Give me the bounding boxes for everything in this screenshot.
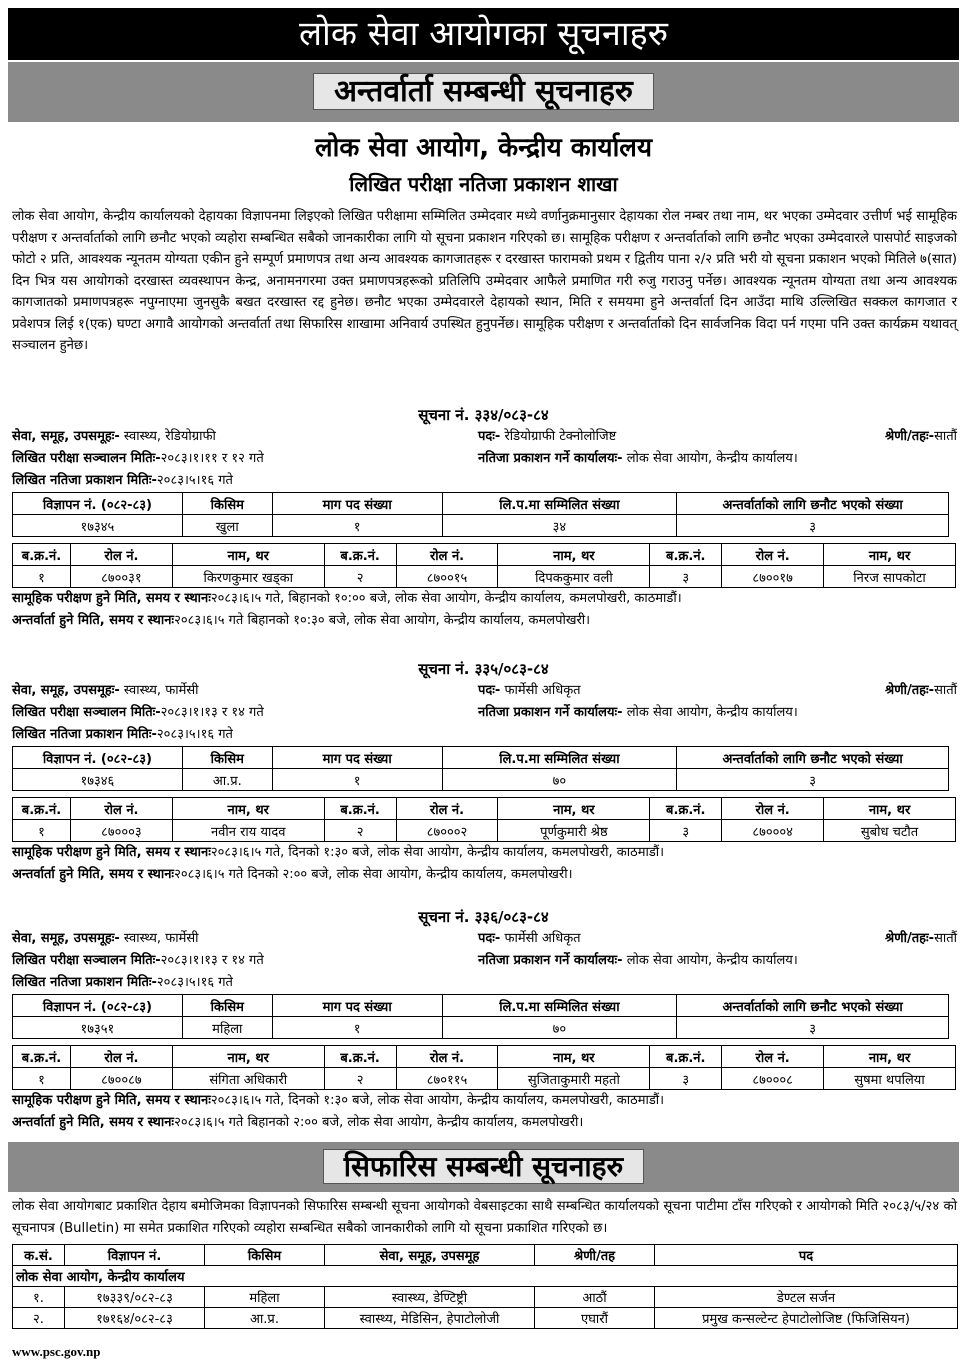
post-value: फार्मेसी अधिकृत — [504, 683, 581, 698]
col-header: ब.क्र.नं. — [650, 1046, 722, 1068]
main-banner: लोक सेवा आयोगका सूचनाहरु — [8, 8, 959, 60]
exam-date-info — [12, 448, 264, 470]
result-date-value: २०८३।५।१६ गते — [156, 473, 233, 488]
table-header-row — [13, 1046, 956, 1068]
result-date-info — [12, 724, 233, 746]
group-test-value: २०८३।६।५ गते, दिनको १:३० बजे, लोक सेवा आयोग, केन्द्रीय कार्यालय, कमलपोखरी, काठमाडौं। — [210, 845, 665, 860]
table-cell: ८७०११५ — [396, 1068, 498, 1090]
col-header: नाम, थर — [172, 1046, 324, 1068]
post-label: पदः- — [478, 931, 501, 946]
recommendation-paragraph: लोक सेवा आयोगबाट प्रकाशित देहाय बमोजिमका विज्ञापनको सिफारिस सम्बन्धी सूचना आयोगको वेबसाइटका साथै सम्बन्धित कार्यालयको सूचना पाटीमा टाँस गरिएको र आयोगको मिति २०८३/५/२४ को सूचनापत्र (Bulletin) मा समेत प्रकाशित गरिएको व्यहोरा सम्बन्धित सबैको जानकारीको लागि यो सूचना प्रकाशित गरिएको छ। — [12, 1199, 957, 1236]
post-label: पदः- — [478, 429, 501, 444]
table-cell: खुला — [182, 515, 272, 537]
service-value: स्वास्थ्य, फार्मेसी — [123, 683, 199, 698]
result-date-info — [12, 470, 233, 492]
col-header: विज्ञापन नं. (०८२-८३) — [13, 747, 183, 769]
post-info — [478, 426, 616, 448]
col-header: रोल नं. — [396, 1046, 498, 1068]
col-header: ब.क्र.नं. — [13, 544, 71, 566]
notice-info-row — [0, 448, 967, 470]
col-header: विज्ञापन नं. (०८२-८३) — [13, 995, 183, 1017]
website-link[interactable]: www.psc.gov.np — [12, 1344, 101, 1359]
exam-date-value: २०८३।१।१३ र १४ गते — [160, 953, 264, 968]
table-cell: सुबोध चटौत — [824, 820, 956, 842]
col-header: ब.क्र.नं. — [324, 798, 396, 820]
col-header: लि.प.मा सम्मिलित संख्या — [442, 747, 677, 769]
group-test-line — [0, 1090, 967, 1112]
col-header: रोल नं. — [396, 798, 498, 820]
service-info — [12, 426, 216, 448]
table-cell: ८७०००२ — [396, 820, 498, 842]
table-cell: १७३४६ — [13, 769, 183, 791]
table-header-row — [13, 1245, 958, 1266]
col-header: अन्तर्वार्ताको लागि छनौट भएको संख्या — [677, 747, 949, 769]
group-test-label: सामूहिक परीक्षण हुने मिति, समय र स्थानः — [12, 1093, 211, 1108]
col-header: अन्तर्वार्ताको लागि छनौट भएको संख्या — [677, 493, 949, 515]
table-cell: महिला — [182, 1017, 272, 1039]
level-label: श्रेणी/तहः- — [885, 683, 935, 698]
result-date-label: लिखित नतिजा प्रकाशन मितिः- — [12, 975, 157, 990]
col-header: नाम, थर — [172, 798, 324, 820]
notice-number: सूचना नं. ३३६/०८३-८४ — [418, 908, 549, 926]
advertisement-table — [12, 492, 949, 537]
col-header: ब.क्र.नं. — [13, 798, 71, 820]
col-header: नाम, थर — [498, 1046, 650, 1068]
table-header-row — [13, 747, 949, 769]
table-cell: ८७००८७ — [70, 1068, 172, 1090]
col-header: अन्तर्वार्ताको लागि छनौट भएको संख्या — [677, 995, 949, 1017]
col-header: माग पद संख्या — [272, 995, 442, 1017]
interview-value: २०८३।६।५ गते दिनको २:०० बजे, लोक सेवा आयोग, केन्द्रीय कार्यालय, कमलपोखरी। — [174, 867, 573, 882]
table-row — [13, 820, 956, 842]
result-office-label: नतिजा प्रकाशन गर्ने कार्यालयः- — [478, 705, 623, 720]
group-test-label: सामूहिक परीक्षण हुने मिति, समय र स्थानः — [12, 845, 211, 860]
interview-line — [0, 610, 967, 632]
result-date-label: लिखित नतिजा प्रकाशन मितिः- — [12, 727, 157, 742]
table-cell: २ — [324, 1068, 396, 1090]
exam-date-info — [12, 950, 264, 972]
table-cell: ७० — [442, 769, 677, 791]
table-cell: १ — [13, 566, 71, 588]
table-cell: ३ — [677, 515, 949, 537]
result-office-info — [478, 950, 798, 972]
col-header: रोल नं. — [722, 798, 824, 820]
table-cell: आ.प्र. — [205, 1308, 325, 1329]
col-header: रोल नं. — [722, 544, 824, 566]
notice-info-row — [0, 724, 967, 746]
group-test-label: सामूहिक परीक्षण हुने मिति, समय र स्थानः — [12, 591, 211, 606]
col-header: ब.क्र.नं. — [650, 798, 722, 820]
table-cell: २ — [324, 566, 396, 588]
service-info — [12, 680, 199, 702]
result-date-info — [12, 972, 233, 994]
table-cell: सुषमा थपलिया — [824, 1068, 956, 1090]
col-header: क.सं. — [13, 1245, 65, 1266]
table-cell: नवीन राय यादव — [172, 820, 324, 842]
exam-date-label: लिखित परीक्षा सञ्चालन मितिः- — [12, 953, 161, 968]
col-header: लि.प.मा सम्मिलित संख्या — [442, 995, 677, 1017]
col-header: नाम, थर — [498, 544, 650, 566]
table-cell: निरज सापकोटा — [824, 566, 956, 588]
table-cell: महिला — [205, 1287, 325, 1308]
col-header: नाम, थर — [498, 798, 650, 820]
table-cell: ३ — [650, 820, 722, 842]
table-cell: १ — [13, 1068, 71, 1090]
notice-number: सूचना नं. ३३४/०८३-८४ — [418, 406, 549, 424]
col-header: सेवा, समूह, उपसमूह — [325, 1245, 535, 1266]
col-header: किसिम — [182, 995, 272, 1017]
service-info — [12, 928, 199, 950]
col-header: लि.प.मा सम्मिलित संख्या — [442, 493, 677, 515]
table-cell: २. — [13, 1308, 65, 1329]
table-cell: ३४ — [442, 515, 677, 537]
col-header: ब.क्र.नं. — [650, 544, 722, 566]
result-date-value: २०८३।५।१६ गते — [156, 975, 233, 990]
recommendation-banner — [8, 1142, 959, 1192]
result-office-value: लोक सेवा आयोग, केन्द्रीय कार्यालय। — [626, 953, 798, 968]
col-header: ब.क्र.नं. — [13, 1046, 71, 1068]
table-cell: ३ — [650, 566, 722, 588]
level-info — [885, 928, 957, 950]
table-cell: आ.प्र. — [182, 769, 272, 791]
exam-date-value: २०८३।१।१३ र १४ गते — [160, 705, 264, 720]
service-value: स्वास्थ्य, रेडियोग्राफी — [123, 429, 216, 444]
service-label: सेवा, समूह, उपसमूहः- — [12, 429, 120, 444]
table-cell: १ — [272, 515, 442, 537]
recommendation-table — [12, 1244, 958, 1329]
table-cell: ३ — [650, 1068, 722, 1090]
table-cell: ८७००३१ — [70, 566, 172, 588]
candidates-table — [12, 797, 956, 842]
interview-line — [0, 864, 967, 886]
result-office-info — [478, 702, 798, 724]
col-header: किसिम — [182, 747, 272, 769]
exam-date-info — [12, 702, 264, 724]
level-label: श्रेणी/तहः- — [885, 429, 935, 444]
group-test-value: २०८३।६।५ गते, दिनको १:३० बजे, लोक सेवा आयोग, केन्द्रीय कार्यालय, कमलपोखरी, काठमाडौं। — [210, 1093, 665, 1108]
level-value: सातौं — [934, 683, 957, 698]
notice-block — [0, 658, 967, 886]
interview-label: अन्तर्वार्ता हुने मिति, समय र स्थानः — [12, 613, 175, 628]
notice-info-row — [0, 680, 967, 702]
result-office-label: नतिजा प्रकाशन गर्ने कार्यालयः- — [478, 451, 623, 466]
notice-block — [0, 404, 967, 632]
interview-label: अन्तर्वार्ता हुने मिति, समय र स्थानः — [12, 867, 175, 882]
service-label: सेवा, समूह, उपसमूहः- — [12, 683, 120, 698]
table-cell: दिपककुमार वली — [498, 566, 650, 588]
table-row — [13, 1068, 956, 1090]
table-cell: पूर्णकुमारी श्रेष्ठ — [498, 820, 650, 842]
table-cell: संगिता अधिकारी — [172, 1068, 324, 1090]
table-cell: १. — [13, 1287, 65, 1308]
table-header-row — [13, 544, 956, 566]
interview-banner — [8, 62, 959, 122]
col-header: माग पद संख्या — [272, 493, 442, 515]
group-test-line — [0, 588, 967, 610]
table-cell: ३ — [677, 1017, 949, 1039]
col-header: रोल नं. — [396, 544, 498, 566]
col-header: ब.क्र.नं. — [324, 1046, 396, 1068]
recommendation-banner-label: सिफारिस सम्बन्धी सूचनाहरु — [323, 1149, 645, 1184]
col-header: किसिम — [182, 493, 272, 515]
notice-info-row — [0, 928, 967, 950]
advertisement-table — [12, 994, 949, 1039]
level-info — [885, 426, 957, 448]
result-date-label: लिखित नतिजा प्रकाशन मितिः- — [12, 473, 157, 488]
table-header-row — [13, 995, 949, 1017]
col-header: विज्ञापन नं. — [65, 1245, 205, 1266]
table-cell: १ — [272, 1017, 442, 1039]
result-office-value: लोक सेवा आयोग, केन्द्रीय कार्यालय। — [626, 705, 798, 720]
notice-block — [0, 906, 967, 1134]
col-header: पद — [655, 1245, 958, 1266]
table-header-row — [13, 798, 956, 820]
notice-info-row — [0, 702, 967, 724]
exam-date-value: २०८३।१।११ र १२ गते — [160, 451, 264, 466]
table-cell: प्रमुख कन्सल्टेन्ट हेपाटोलोजिष्ट (फिजिसियन) — [655, 1308, 958, 1329]
section-title: लिखित परीक्षा नतिजा प्रकाशन शाखा — [349, 172, 618, 196]
col-header: किसिम — [205, 1245, 325, 1266]
table-row — [13, 1017, 949, 1039]
result-office-value: लोक सेवा आयोग, केन्द्रीय कार्यालय। — [626, 451, 798, 466]
col-header: रोल नं. — [70, 1046, 172, 1068]
level-value: सातौं — [934, 931, 957, 946]
notice-number: सूचना नं. ३३५/०८३-८४ — [418, 660, 549, 678]
post-value: रेडियोग्राफी टेक्नोलोजिष्ट — [504, 429, 617, 444]
table-cell: स्वास्थ्य, डेण्टिष्ट्री — [325, 1287, 535, 1308]
table-cell: १ — [13, 820, 71, 842]
notice-info-row — [0, 972, 967, 994]
group-test-line — [0, 842, 967, 864]
table-cell: १ — [272, 769, 442, 791]
level-info — [885, 680, 957, 702]
exam-date-label: लिखित परीक्षा सञ्चालन मितिः- — [12, 451, 161, 466]
intro-paragraph: लोक सेवा आयोग, केन्द्रीय कार्यालयको देहायका विज्ञापनमा लिइएको लिखित परीक्षामा सम्मिलित उम्मेदवार मध्ये वर्णानुक्रमानुसार देहायका रोल नम्बर तथा नाम, थर भएका उम्मेदवार उत्तीर्ण भई सामूहिक परीक्षण र अन्तर्वार्ताको लागि छनौट भएको व्यहोरा सम्बन्धित सबैको जानकारीका लागि यो सूचना प्रकाशन गरिएको छ। सामूहिक परीक्षण र अन्तर्वार्ताको लागि छनौट भएका उम्मेदवारले पासपोर्ट साइजको फोटो २ प्रति, आवश्यक न्यूनतम योग्यता एकीन हुने सम्पूर्ण प्रमाणपत्र तथा अन्य आवश्यक कागजातहरू र दरखास्त फारामको प्रथम र द्वितीय पाना २/२ प्रति भरी यो सूचना प्रकाशन भएको मितिले ७(सात) दिन भित्र यस आयोगको दरखास्त व्यवस्थापन केन्द्र, अनामनगरमा उक्त प्रमाणपत्रहरूको प्रतिलिपि उम्मेदवार आफैले प्रमाणित गरी रुजु गराउनु पर्नेछ। आवश्यक न्यूनतम योग्यता तथा अन्य आवश्यक कागजातको प्रमाणपत्रहरू नपुग्नाएमा जुनसुकै बखत दरखास्त रद्द हुनेछ। छनौट भएका उम्मेदवारले देहायको स्थान, मिति र समयमा हुने अन्तर्वार्ता दिन आउँदा माथि उल्लिखित सक्कल कागजात र प्रवेशपत्र लिई १(एक) घण्टा अगावै आयोगको अन्तर्वार्ता तथा सिफारिस शाखामा अनिवार्य उपस्थित हुनुपर्नेछ। सामूहिक परीक्षण र अन्तर्वार्ताको दिन सार्वजनिक विदा पर्न गएमा पनि उक्त कार्यक्रम यथावत् सञ्चालन हुनेछ। — [12, 209, 957, 353]
table-cell: किरणकुमार खड्का — [172, 566, 324, 588]
table-cell: ७० — [442, 1017, 677, 1039]
col-header: रोल नं. — [70, 544, 172, 566]
interview-label: अन्तर्वार्ता हुने मिति, समय र स्थानः — [12, 1115, 175, 1130]
interview-line — [0, 1112, 967, 1134]
level-value: सातौं — [934, 429, 957, 444]
office-title: लोक सेवा आयोग, केन्द्रीय कार्यालय — [314, 133, 653, 163]
col-header: नाम, थर — [824, 798, 956, 820]
table-row — [13, 769, 949, 791]
table-cell: ३ — [677, 769, 949, 791]
result-office-label: नतिजा प्रकाशन गर्ने कार्यालयः- — [478, 953, 623, 968]
col-header: नाम, थर — [824, 1046, 956, 1068]
table-row — [13, 515, 949, 537]
table-row — [13, 1308, 958, 1329]
col-header: नाम, थर — [824, 544, 956, 566]
result-office-info — [478, 448, 798, 470]
col-header: रोल नं. — [70, 798, 172, 820]
result-date-value: २०८३।५।१६ गते — [156, 727, 233, 742]
table-cell: ८७०००३ — [70, 820, 172, 842]
advertisement-table — [12, 746, 949, 791]
table-cell: एघारौं — [535, 1308, 655, 1329]
interview-value: २०८३।६।५ गते बिहानको २:०० बजे, लोक सेवा आयोग, केन्द्रीय कार्यालय, कमलपोखरी। — [174, 1115, 584, 1130]
table-cell: ८७०००४ — [722, 820, 824, 842]
table-cell: १७३५१ — [13, 1017, 183, 1039]
table-group-row — [13, 1266, 958, 1287]
notice-info-row — [0, 470, 967, 492]
table-cell: सुजिताकुमारी महतो — [498, 1068, 650, 1090]
col-header: नाम, थर — [172, 544, 324, 566]
table-cell: ८७०००८ — [722, 1068, 824, 1090]
exam-date-label: लिखित परीक्षा सञ्चालन मितिः- — [12, 705, 161, 720]
table-cell: आठौं — [535, 1287, 655, 1308]
post-label: पदः- — [478, 683, 501, 698]
post-value: फार्मेसी अधिकृत — [504, 931, 581, 946]
col-header: माग पद संख्या — [272, 747, 442, 769]
table-row — [13, 566, 956, 588]
group-test-value: २०८३।६।५ गते, बिहानको १०:०० बजे, लोक सेवा आयोग, केन्द्रीय कार्यालय, कमलपोखरी, काठमाडौं। — [210, 591, 682, 606]
post-info — [478, 680, 581, 702]
interview-banner-label: अन्तर्वार्ता सम्बन्धी सूचनाहरु — [313, 73, 654, 110]
col-header: विज्ञापन नं. (०८२-८३) — [13, 493, 183, 515]
table-row — [13, 1287, 958, 1308]
group-label: लोक सेवा आयोग, केन्द्रीय कार्यालय — [13, 1266, 958, 1287]
interview-value: २०८३।६।५ गते बिहानको १०:३० बजे, लोक सेवा आयोग, केन्द्रीय कार्यालय, कमलपोखरी। — [174, 613, 591, 628]
table-cell: १७३४५ — [13, 515, 183, 537]
table-cell: २ — [324, 820, 396, 842]
level-label: श्रेणी/तहः- — [885, 931, 935, 946]
col-header: ब.क्र.नं. — [324, 544, 396, 566]
table-cell: डेण्टल सर्जन — [655, 1287, 958, 1308]
table-cell: ८७००१७ — [722, 566, 824, 588]
notice-info-row — [0, 950, 967, 972]
table-cell: स्वास्थ्य, मेडिसिन, हेपाटोलोजी — [325, 1308, 535, 1329]
table-header-row — [13, 493, 949, 515]
col-header: श्रेणी/तह — [535, 1245, 655, 1266]
table-cell: १७१६४/०८२-८३ — [65, 1308, 205, 1329]
candidates-table — [12, 1045, 956, 1090]
table-cell: १७३३९/०८२-८३ — [65, 1287, 205, 1308]
service-label: सेवा, समूह, उपसमूहः- — [12, 931, 120, 946]
post-info — [478, 928, 581, 950]
col-header: रोल नं. — [722, 1046, 824, 1068]
candidates-table — [12, 543, 956, 588]
service-value: स्वास्थ्य, फार्मेसी — [123, 931, 199, 946]
table-cell: ८७००१५ — [396, 566, 498, 588]
notice-info-row — [0, 426, 967, 448]
